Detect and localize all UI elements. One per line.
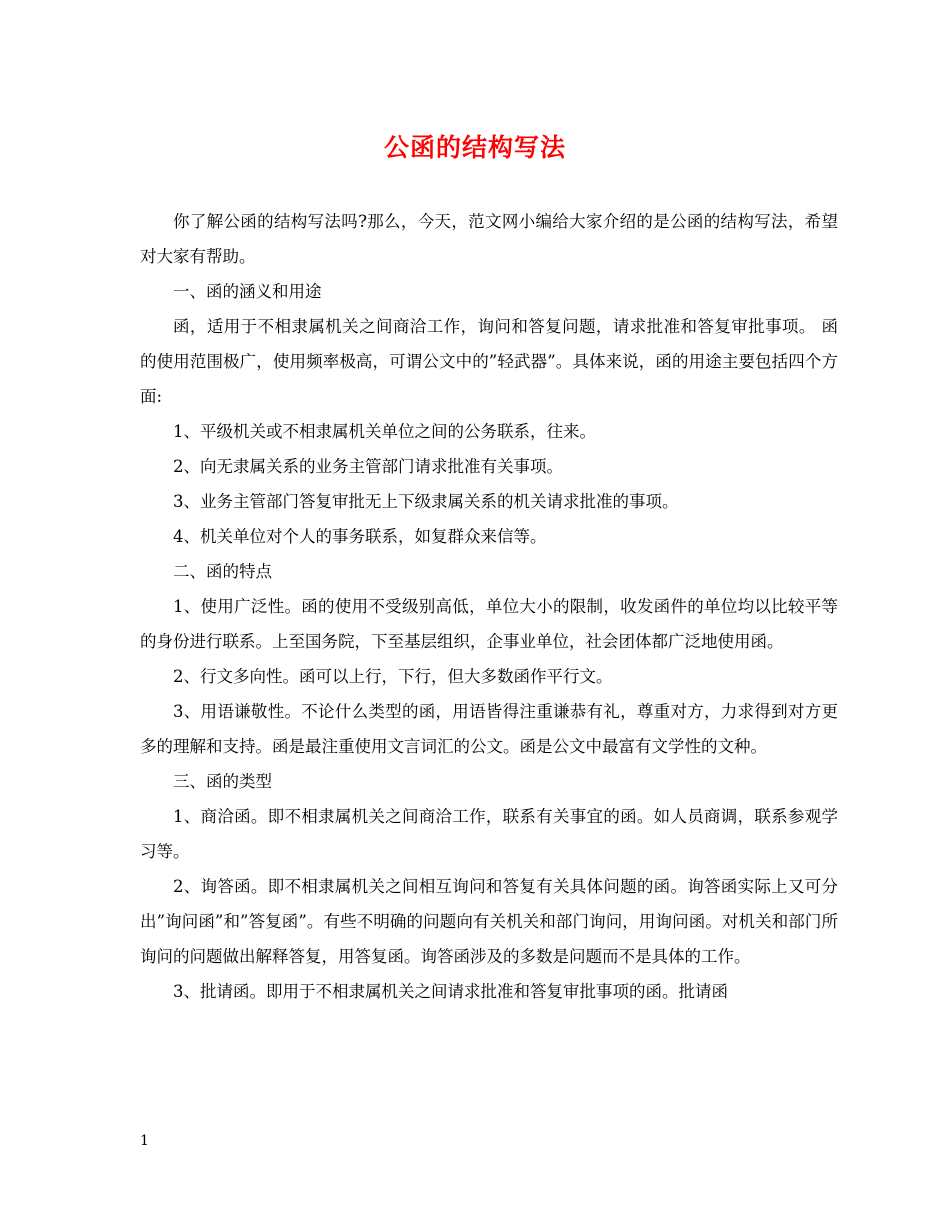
paragraph: 3、用语谦敬性。不论什么类型的函，用语皆得注重谦恭有礼，尊重对方，力求得到对方更多的理解和支持。函是最注重使用文言词汇的公文。函是公文中最富有文学性的文种。 <box>140 702 838 756</box>
list-item: 1、平级机关或不相隶属机关单位之间的公务联系，往来。 <box>173 422 596 441</box>
paragraph: 1、商洽函。即不相隶属机关之间商洽工作，联系有关事宜的函。如人员商调，联系参观学习等。 <box>140 807 838 861</box>
list-item: 4、机关单位对个人的事务联系，如复群众来信等。 <box>173 527 547 546</box>
section-heading: 三、函的类型 <box>173 772 272 791</box>
list-item: 2、向无隶属关系的业务主管部门请求批准有关事项。 <box>173 457 563 476</box>
section-heading: 二、函的特点 <box>173 562 272 581</box>
paragraph: 你了解公函的结构写法吗?那么，今天，范文网小编给大家介绍的是公函的结构写法，希望对大家有帮助。 <box>140 212 838 266</box>
paragraph: 函，适用于不相隶属机关之间商洽工作，询问和答复问题，请求批准和答复审批事项。 函的使用范围极广，使用频率极高，可谓公文中的”轻武器”。具体来说，函的用途主要包括四个方面: <box>140 317 838 406</box>
document-body <box>140 204 838 1009</box>
page-title: 公函的结构写法 <box>383 133 566 162</box>
page-number: 1 <box>140 1133 149 1149</box>
paragraph: 2、询答函。即不相隶属机关之间相互询问和答复有关具体问题的函。询答函实际上又可分出”询问函”和”答复函”。有些不明确的问题向有关机关和部门询问，用询问函。对机关和部门所询问的问题做出解释答复，用答复函。询答函涉及的多数是问题而不是具体的工作。 <box>140 877 838 966</box>
paragraph: 3、批请函。即用于不相隶属机关之间请求批准和答复审批事项的函。批请函 <box>173 982 728 1001</box>
list-item: 3、业务主管部门答复审批无上下级隶属关系的机关请求批准的事项。 <box>173 492 679 511</box>
section-heading: 一、函的涵义和用途 <box>173 282 322 301</box>
paragraph: 2、行文多向性。函可以上行，下行，但大多数函作平行文。 <box>173 667 613 686</box>
paragraph: 1、使用广泛性。函的使用不受级别高低，单位大小的限制，收发函件的单位均以比较平等的身份进行联系。上至国务院，下至基层组织，企事业单位，社会团体都广泛地使用函。 <box>140 597 838 651</box>
